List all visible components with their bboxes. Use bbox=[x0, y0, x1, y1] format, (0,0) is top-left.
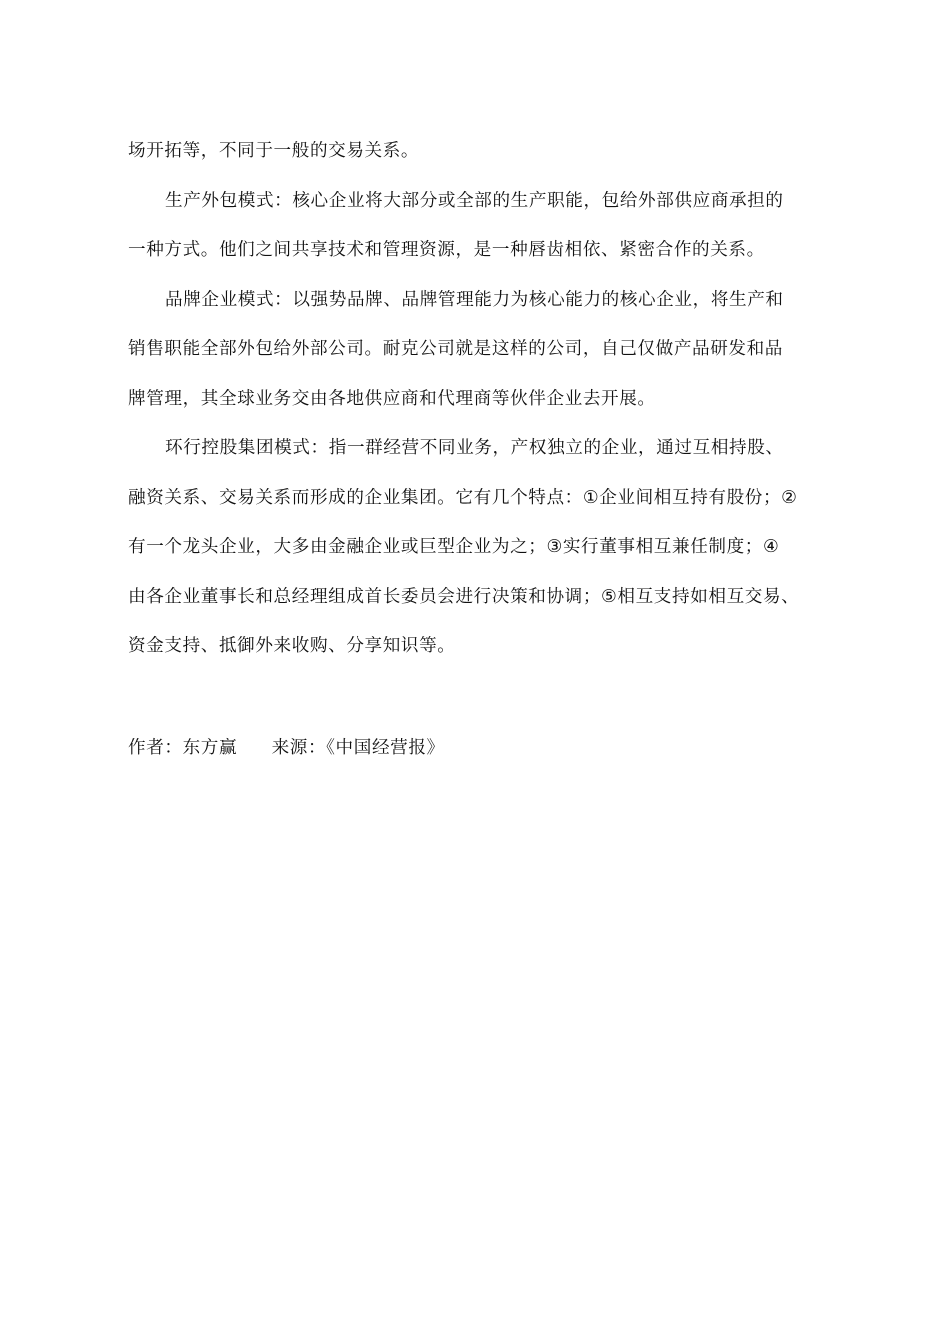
text-line: 一种方式。他们之间共享技术和管理资源，是一种唇齿相依、紧密合作的关系。 bbox=[128, 240, 765, 260]
paragraph-holding-group bbox=[128, 424, 828, 672]
source-credit: 来源：《中国经营报》 bbox=[271, 738, 445, 758]
text-line: 有一个龙头企业，大多由金融企业或巨型企业为之；③实行董事相互兼任制度；④ bbox=[128, 537, 780, 557]
text-line: 资金支持、抵御外来收购、分享知识等。 bbox=[128, 636, 456, 656]
text-line: 生产外包模式：核心企业将大部分或全部的生产职能，包给外部供应商承担的 bbox=[165, 190, 784, 211]
text-line: 由各企业董事长和总经理组成首长委员会进行决策和协调；⑤相互支持如相互交易、 bbox=[128, 586, 800, 607]
text-line: 牌管理，其全球业务交由各地供应商和代理商等伙伴企业去开展。 bbox=[128, 388, 656, 409]
paragraph-brand-enterprise bbox=[128, 276, 828, 425]
paragraph-production-outsourcing bbox=[128, 177, 828, 276]
text-line: 销售职能全部外包给外部公司。耐克公司就是这样的公司，自己仅做产品研发和品 bbox=[128, 339, 783, 359]
byline bbox=[128, 726, 445, 770]
text-line: 环行控股集团模式：指一群经营不同业务，产权独立的企业，通过互相持股、 bbox=[165, 438, 784, 458]
text-line: 品牌企业模式：以强势品牌、品牌管理能力为核心能力的核心企业，将生产和 bbox=[165, 289, 784, 310]
text-line: 融资关系、交易关系而形成的企业集团。它有几个特点：①企业间相互持有股份；② bbox=[128, 487, 798, 508]
paragraph-continuation bbox=[128, 127, 828, 177]
author-credit: 作者：东方赢 bbox=[128, 738, 238, 758]
document-body bbox=[128, 127, 828, 672]
text-line: 场开拓等，不同于一般的交易关系。 bbox=[128, 141, 420, 161]
